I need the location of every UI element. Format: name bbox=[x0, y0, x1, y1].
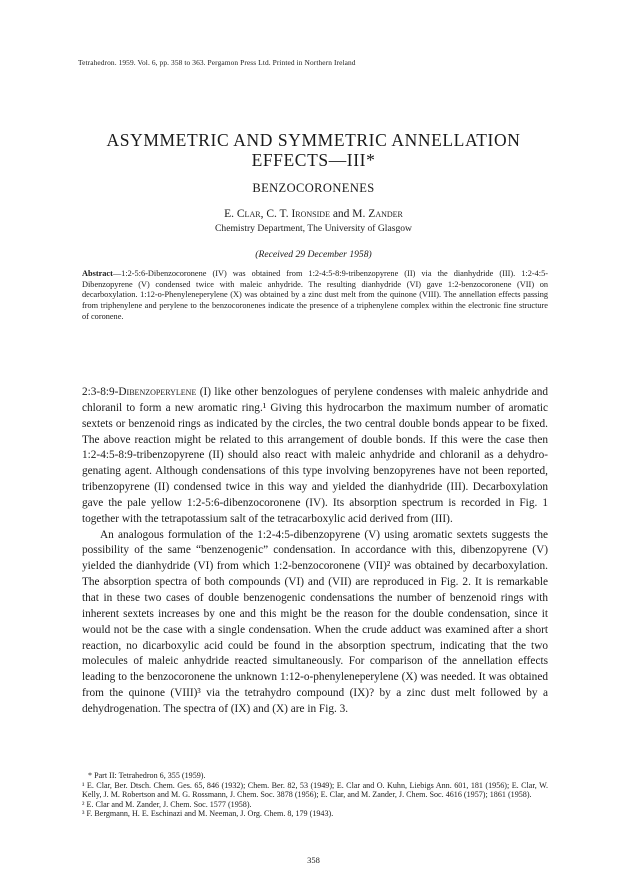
author-2-initials: , C. T. bbox=[260, 208, 292, 220]
affiliation: Chemistry Department, The University of Glasgow bbox=[215, 223, 412, 234]
author-2-name: Ironside bbox=[291, 208, 330, 220]
author-1-initial: E. bbox=[224, 208, 237, 220]
abstract bbox=[82, 269, 548, 323]
footnote-3: ³ F. Bergmann, H. E. Eschinazi and M. Neeman, J. Org. Chem. 8, 179 (1943). bbox=[82, 809, 334, 819]
abstract-text: —1:2-5:6-Dibenzocoronene (IV) was obtained from 1:2-4:5-8:9-tribenzopyrene (II) via the dianhydride (III). 1:2-4:5-Dibenzopyrene (V) condensed twice with maleic anhydride. The resulting dianhydride (VI) gave 1:2-benzocoronene (VII) on decarboxylation. 1:12-o-Phenyleneperylene (X) was obtained by a zinc dust melt from the quinone (VIII). The annellation effects passing from triphenylene and perylene to the benzocoronenes indicate the presence of a triphenylene complex within the electronic fine structure of coronene. bbox=[82, 269, 548, 321]
body-text bbox=[82, 385, 548, 718]
author-1-name: Clar bbox=[236, 208, 261, 220]
page-number: 358 bbox=[307, 855, 320, 865]
journal-header: Tetrahedron. 1959. Vol. 6, pp. 358 to 363. Pergamon Press Ltd. Printed in Northern Ireland bbox=[78, 58, 356, 67]
author-3-name: Zander bbox=[368, 208, 403, 220]
paragraph-lead-compound: 2:3-8:9-Dibenzoperylene bbox=[82, 386, 197, 398]
body-paragraph-2: An analogous formulation of the 1:2-4:5-dibenzopyrene (V) using aromatic sextets suggests the possibility of the same “benzenogenic” condensation. In accordance with this, dibenzopyrene (V) yielded the dianhydride (VI) from which 1:2-benzocoronene (VII)² was obtained by decarboxylation. The absorption spectra of both compounds (VI) and (VII) are reproduced in Fig. 2. It is remarkable that in these two cases of double benzenogenic condensations the number of benzenoid rings with inherent sextets increases by one and this might be the reason for the double condensation, since it would not be the case with a single condensation. When the crude adduct was examined after a short reaction, no dicarboxylic acid could be found in the absorption spectrum, indicating that the two molecules of maleic anhydride reacted simultaneously. For comparison of the annellation effects leading to the benzocoronene the unknown 1:12-o-phenyleneperylene (X) was needed. It was obtained from the quinone (VIII)³ via the tetrahydro compound (IX)? by a zinc dust melt followed by a dehydrogenation. The spectra of (IX) and (X) are in Fig. 3. bbox=[82, 528, 548, 715]
author-3-initials: and M. bbox=[329, 208, 369, 220]
article-title-line-2: EFFECTS—III* bbox=[251, 150, 376, 170]
abstract-label: Abstract bbox=[82, 269, 113, 278]
received-date: (Received 29 December 1958) bbox=[255, 249, 372, 260]
article-title-line-1: ASYMMETRIC AND SYMMETRIC ANNELLATION bbox=[106, 130, 521, 150]
body-paragraph-1-text: (I) like other benzologues of perylene condenses with maleic anhydride and chloranil to form a new aromatic ring.¹ Giving this hydrocarbon the maximum number of aromatic sextets or benzenoid rings as indicated by the circles, the two central double bonds appear to be fixed. The above reaction might be related to this arrangement of double bonds. If this were the case then 1:2-4:5-8:9-tribenzopyrene (II) should also react with maleic anhydride and chloranil as a dehydrogenating agent. Although condensations of this type involving benzopyrenes have not been reported, tribenzopyrene (II) condensed twice in this way and yielded the dianhydride (III). Decarboxylation gave the pale yellow 1:2-5:6-dibenzocoronene (IV). Its absorption spectrum is recorded in Fig. 1 together with the tetrapotassium salt of the tetracarboxylic acid derived from (III). bbox=[82, 386, 548, 525]
footnote-2: ² E. Clar and M. Zander, J. Chem. Soc. 1577 (1958). bbox=[82, 799, 252, 809]
footnotes bbox=[82, 771, 548, 819]
article-subtitle: BENZOCORONENES bbox=[252, 181, 375, 195]
body-paragraph-1 bbox=[82, 385, 548, 528]
footnote-part: * Part II: Tetrahedron 6, 355 (1959). bbox=[88, 771, 206, 780]
author-list bbox=[60, 208, 567, 220]
footnote-1: ¹ E. Clar, Ber. Dtsch. Chem. Ges. 65, 846 (1932); Chem. Ber. 82, 53 (1949); E. Clar and O. Kuhn, Liebigs Ann. 601, 181 (1956); E. Clar, W. Kelly, J. M. Robertson and M. G. Rossmann, J. Chem. Soc. 3878 (1956); E. Clar, and M. Zander, J. Chem. Soc. 4616 (1957); 1861 (1958). bbox=[82, 780, 548, 800]
